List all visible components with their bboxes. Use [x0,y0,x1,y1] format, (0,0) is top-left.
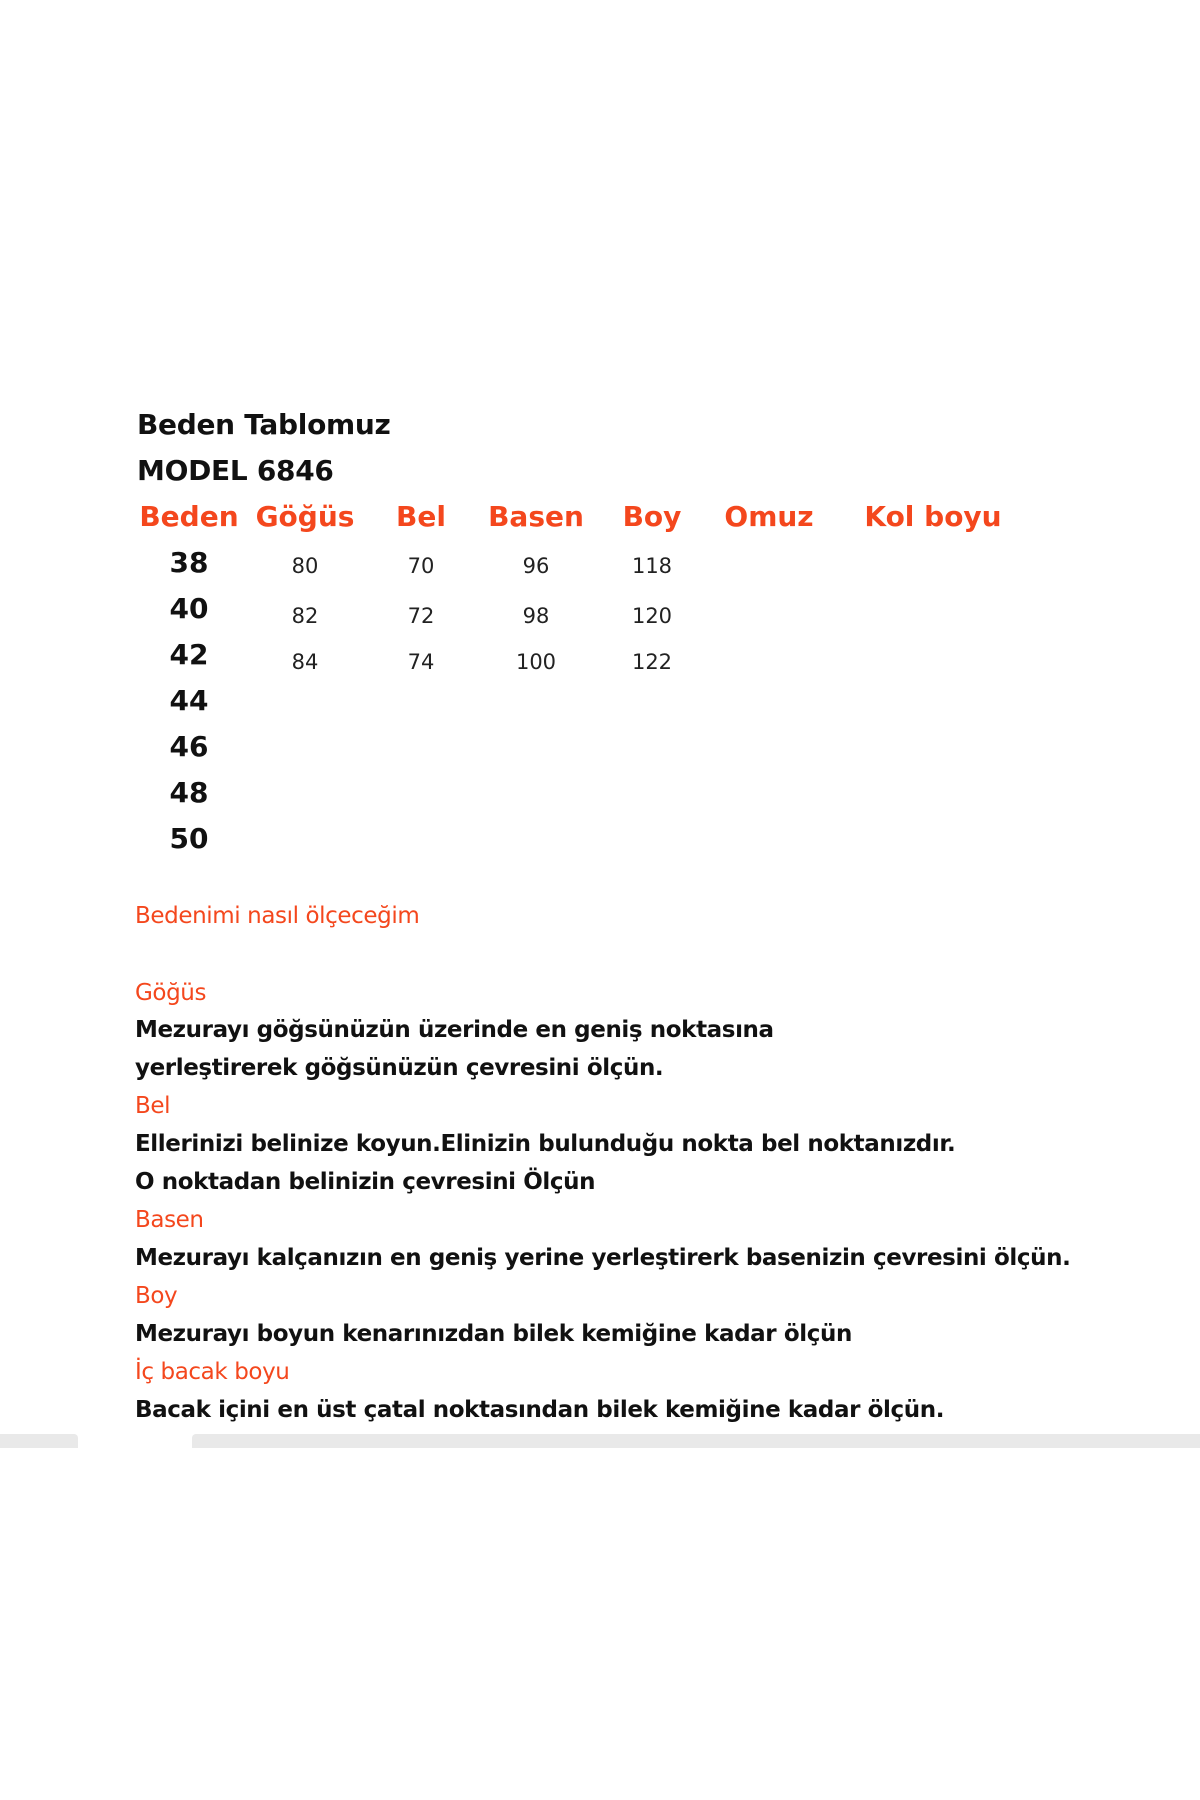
gogus-instruction-line-1: Mezurayı göğsünüzün üzerinde en geniş noktasına [135,1017,774,1043]
gogus-label: Göğüs [135,980,207,1006]
size-cell: 50 [169,822,209,855]
model-number: MODEL 6846 [137,454,334,487]
bel-instruction-line-1: Ellerinizi belinize koyun.Elinizin bulunduğu nokta bel noktanızdır. [135,1131,956,1157]
size-cell: 40 [169,592,209,625]
bottom-divider-left [0,1434,78,1448]
ic-bacak-instruction: Bacak içini en üst çatal noktasından bilek kemiğine kadar ölçün. [135,1397,945,1423]
table-row [0,546,1200,586]
header-basen: Basen [488,500,584,533]
table-row [0,684,1200,724]
table-row [0,822,1200,862]
header-omuz: Omuz [724,500,814,533]
basen-cell: 100 [515,650,557,674]
ic-bacak-label: İç bacak boyu [135,1359,290,1385]
table-row [0,776,1200,816]
boy-cell: 120 [631,604,673,628]
size-cell: 38 [169,546,209,579]
bel-cell: 74 [407,650,435,674]
boy-cell: 122 [631,650,673,674]
size-table-header [0,500,1200,540]
basen-instruction: Mezurayı kalçanızın en geniş yerine yerleştirerk basenizin çevresini ölçün. [135,1245,1071,1271]
basen-cell: 96 [522,554,550,578]
header-bel: Bel [396,500,446,533]
size-cell: 46 [169,730,209,763]
table-row [0,638,1200,678]
table-row [0,730,1200,770]
guide-title: Bedenimi nasıl ölçeceğim [135,903,420,929]
header-kol-boyu: Kol boyu [864,500,1002,533]
gogus-cell: 82 [291,604,319,628]
boy-label: Boy [135,1283,178,1309]
header-beden: Beden [139,500,239,533]
bel-instruction-line-2: O noktadan belinizin çevresini Ölçün [135,1169,596,1195]
bel-cell: 70 [407,554,435,578]
boy-cell: 118 [631,554,673,578]
header-gogus: Göğüs [255,500,355,533]
bel-cell: 72 [407,604,435,628]
size-cell: 44 [169,684,209,717]
boy-instruction: Mezurayı boyun kenarınızdan bilek kemiğine kadar ölçün [135,1321,852,1347]
bottom-divider-right [192,1434,1200,1448]
bel-label: Bel [135,1093,171,1119]
gogus-cell: 80 [291,554,319,578]
size-cell: 48 [169,776,209,809]
size-cell: 42 [169,638,209,671]
basen-label: Basen [135,1207,204,1233]
table-row [0,592,1200,632]
header-boy: Boy [622,500,682,533]
document-title: Beden Tablomuz [137,408,391,441]
gogus-cell: 84 [291,650,319,674]
gogus-instruction-line-2: yerleştirerek göğsünüzün çevresini ölçün. [135,1055,664,1081]
basen-cell: 98 [522,604,550,628]
